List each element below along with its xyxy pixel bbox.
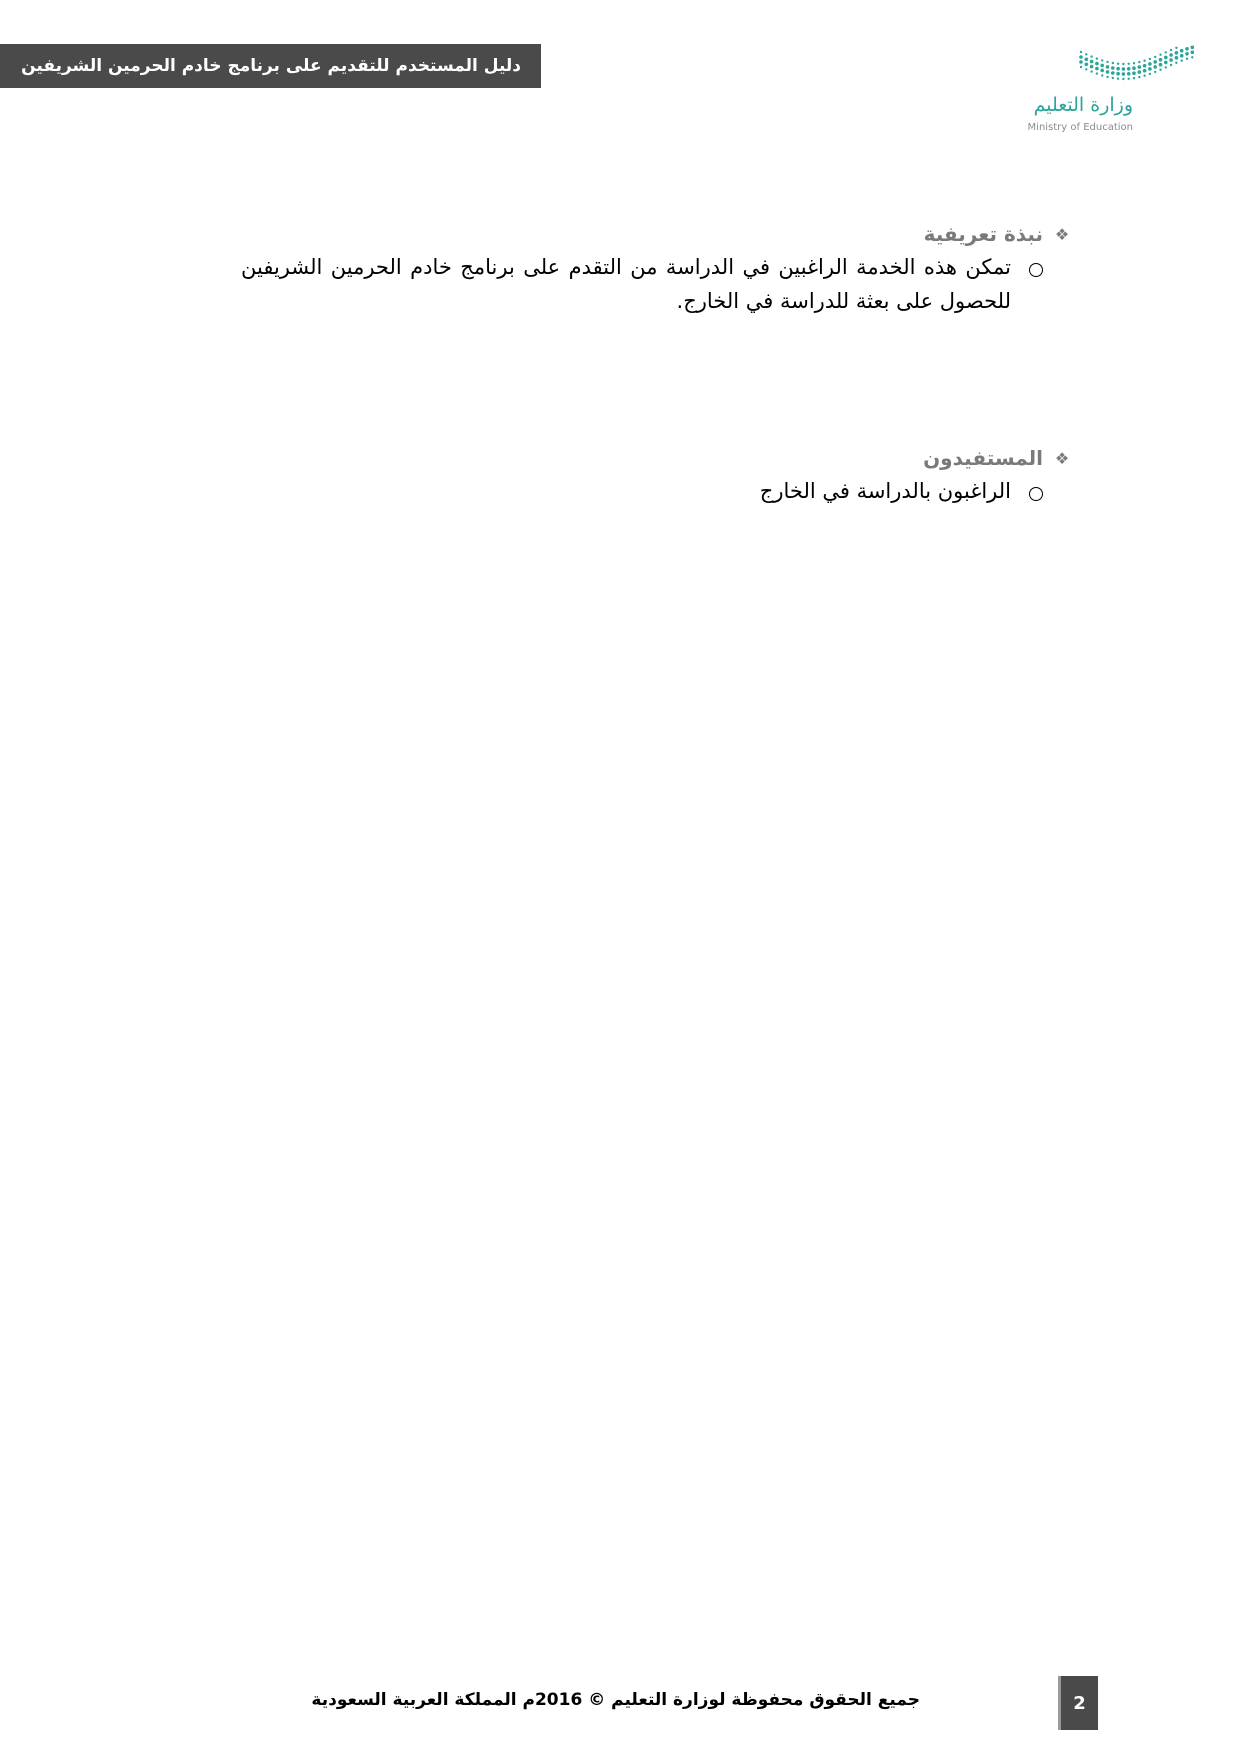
footer-copyright: جميع الحقوق محفوظة لوزارة التعليم © 2016م المملكة العربية السعودية xyxy=(311,1690,920,1710)
logo-dot xyxy=(1175,47,1177,49)
logo-dot xyxy=(1106,76,1108,78)
logo-dot xyxy=(1191,51,1195,55)
section-beneficiaries xyxy=(191,446,1071,508)
logo-dot xyxy=(1080,66,1082,68)
logo-dot xyxy=(1090,70,1092,72)
logo-dot xyxy=(1164,61,1168,65)
logo-dot xyxy=(1111,71,1115,75)
logo-dot xyxy=(1085,58,1089,62)
logo-dot xyxy=(1138,61,1140,63)
logo-dot xyxy=(1095,67,1099,71)
circle-bullet-icon xyxy=(1029,487,1043,501)
logo-dot xyxy=(1079,60,1083,64)
logo-dot xyxy=(1164,56,1168,60)
logo-dot xyxy=(1090,65,1094,69)
logo-dot xyxy=(1143,69,1147,73)
logo-dot xyxy=(1175,56,1179,60)
header-bar xyxy=(0,44,541,88)
section-heading-text: نبذة تعريفية xyxy=(923,222,1043,246)
logo-dot xyxy=(1175,62,1177,64)
logo-dot xyxy=(1085,53,1087,55)
logo-dot xyxy=(1080,51,1082,53)
logo-dot xyxy=(1138,76,1140,78)
logo-dot xyxy=(1106,65,1110,69)
logo-dot xyxy=(1159,63,1163,67)
logo-dot xyxy=(1111,66,1115,70)
section-heading xyxy=(191,222,1071,246)
logo-dot xyxy=(1138,70,1142,74)
logo-dot xyxy=(1143,60,1145,62)
document-title: دليل المستخدم للتقديم على برنامج خادم الحرمين الشريفين xyxy=(21,56,521,76)
logo-dot xyxy=(1133,77,1135,79)
logo-dot xyxy=(1116,72,1120,76)
logo-dot xyxy=(1090,60,1094,64)
logo-dot xyxy=(1128,63,1130,65)
circle-bullet-icon xyxy=(1029,263,1043,277)
logo-dot xyxy=(1122,72,1126,76)
logo-english-text: Ministry of Education xyxy=(1027,122,1133,133)
logo-dot xyxy=(1180,54,1184,58)
logo-dot xyxy=(1148,67,1152,71)
logo-dot xyxy=(1095,62,1099,66)
logo-dot xyxy=(1159,58,1163,62)
logo-dot xyxy=(1132,71,1136,75)
logo-dot xyxy=(1100,64,1104,68)
logo-dot xyxy=(1169,58,1173,62)
list-item xyxy=(191,250,1043,318)
ministry-logo xyxy=(1008,44,1198,140)
logo-dot xyxy=(1085,63,1089,67)
logo-dot xyxy=(1149,58,1151,60)
diamond-bullet-icon: ❖ xyxy=(1054,224,1070,244)
logo-arabic-text: وزارة التعليم xyxy=(1033,94,1133,116)
logo-dot xyxy=(1106,70,1110,74)
logo-dot xyxy=(1143,75,1145,77)
logo-dot xyxy=(1170,64,1172,66)
logo-dot xyxy=(1090,55,1092,57)
logo-dot xyxy=(1165,66,1167,68)
logo-dot xyxy=(1085,68,1087,70)
logo-dot xyxy=(1106,61,1108,63)
logo-dot xyxy=(1170,49,1172,51)
logo-dot xyxy=(1079,55,1083,59)
logo-dot xyxy=(1153,65,1157,69)
logo-dot xyxy=(1100,69,1104,73)
logo-dot xyxy=(1159,54,1161,56)
logo-dot xyxy=(1122,63,1124,65)
logo-dot xyxy=(1186,58,1188,60)
logo-dot xyxy=(1154,56,1156,58)
logo-dot xyxy=(1112,62,1114,64)
diamond-bullet-icon: ❖ xyxy=(1054,448,1070,468)
logo-dot xyxy=(1180,49,1184,53)
logo-dot xyxy=(1096,72,1098,74)
logo-dot xyxy=(1116,67,1120,71)
logo-dot xyxy=(1122,67,1126,71)
logo-dot xyxy=(1122,78,1124,80)
logo-dot xyxy=(1143,64,1147,68)
logo-dot xyxy=(1148,62,1152,66)
logo-dot xyxy=(1181,60,1183,62)
logo-dot xyxy=(1127,67,1131,71)
list-item xyxy=(191,474,1043,508)
logo-dot xyxy=(1169,53,1173,57)
logo-dot xyxy=(1101,74,1103,76)
logo-dot xyxy=(1112,77,1114,79)
logo-dot xyxy=(1101,59,1103,61)
logo-dot xyxy=(1117,78,1119,80)
logo-dot xyxy=(1175,51,1179,55)
logo-dot xyxy=(1185,47,1189,51)
list-item-text: تمكن هذه الخدمة الراغبين في الدراسة من التقدم على برنامج خادم الحرمين الشريفين للحصول على بعثة للدراسة في الخارج. xyxy=(241,255,1011,313)
logo-dot xyxy=(1153,60,1157,64)
logo-dot xyxy=(1117,63,1119,65)
logo-dot xyxy=(1096,57,1098,59)
logo-dot xyxy=(1132,66,1136,70)
logo-dot xyxy=(1191,56,1193,58)
logo-dot xyxy=(1154,71,1156,73)
section-heading-text: المستفيدون xyxy=(923,446,1043,470)
logo-dot xyxy=(1138,65,1142,69)
dotted-logo-mark-icon xyxy=(1078,44,1198,90)
logo-dot xyxy=(1191,46,1195,50)
page-number: 2 xyxy=(1058,1676,1098,1730)
section-introduction xyxy=(191,222,1071,318)
logo-dot xyxy=(1165,51,1167,53)
logo-dot xyxy=(1159,69,1161,71)
logo-dot xyxy=(1128,78,1130,80)
section-heading xyxy=(191,446,1071,470)
logo-dot xyxy=(1133,62,1135,64)
logo-dot xyxy=(1185,52,1189,56)
logo-dot xyxy=(1149,73,1151,75)
logo-dot xyxy=(1127,72,1131,76)
list-item-text: الراغبون بالدراسة في الخارج xyxy=(759,479,1011,503)
